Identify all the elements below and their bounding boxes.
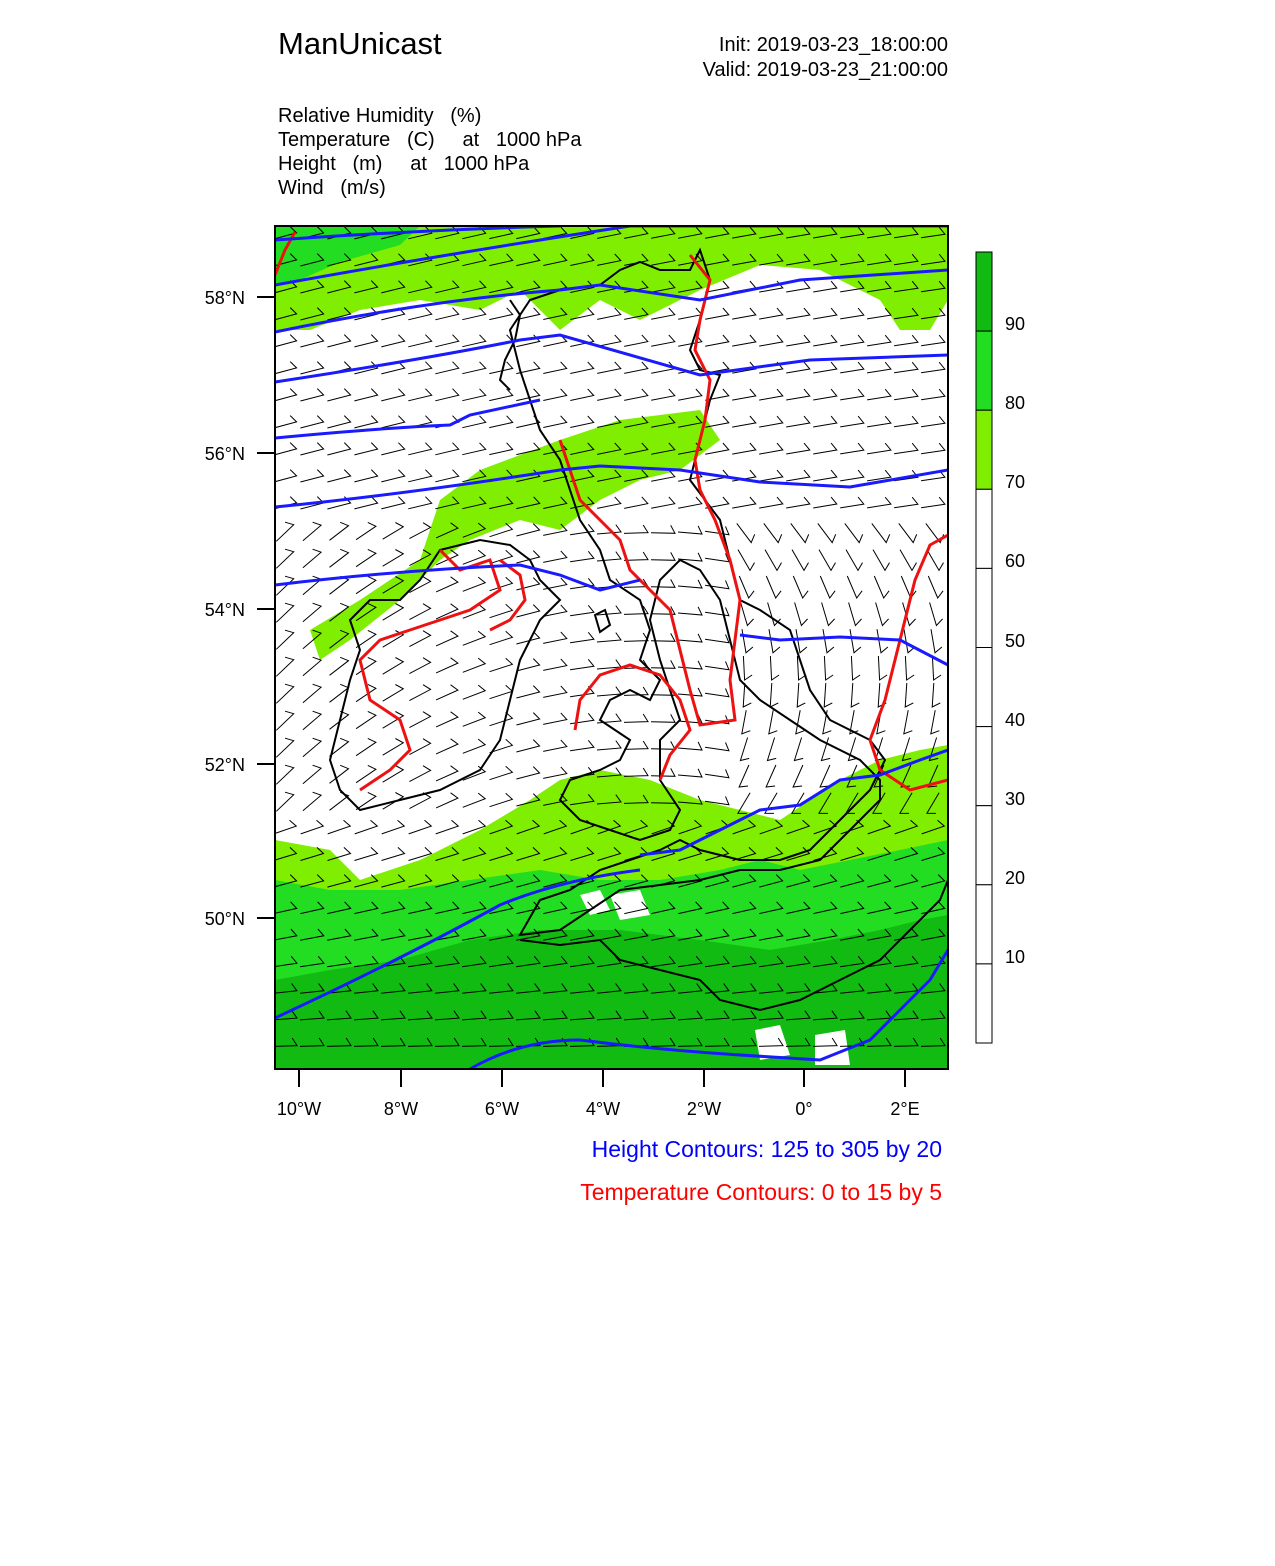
- field-rh-label: Relative Humidity (%): [278, 105, 482, 127]
- lon-label-8w: 8°W: [383, 1099, 419, 1119]
- lon-label-0: 0°: [795, 1099, 813, 1119]
- lat-label-56: 56°N: [204, 444, 245, 464]
- map-body: [273, 226, 948, 1069]
- colorbar-box: [976, 331, 992, 410]
- height-contours-note: Height Contours: 125 to 305 by 20: [591, 1136, 942, 1162]
- temperature-contours-note: Temperature Contours: 0 to 15 by 5: [580, 1179, 942, 1205]
- colorbar-box: [976, 885, 992, 964]
- colorbar-box: [976, 489, 992, 568]
- valid-time: Valid: 2019-03-23_21:00:00: [702, 59, 948, 81]
- lat-label-58: 58°N: [204, 288, 245, 308]
- lon-label-10w: 10°W: [276, 1099, 322, 1119]
- rh-colorbar: [976, 252, 1025, 1043]
- colorbar-label-30: 30: [1005, 789, 1026, 809]
- lon-label-6w: 6°W: [484, 1099, 520, 1119]
- colorbar-label-90: 90: [1005, 314, 1026, 334]
- latitude-axis: [257, 297, 275, 918]
- colorbar-box: [976, 727, 992, 806]
- colorbar-boxes: [976, 252, 992, 1043]
- colorbar-label-40: 40: [1005, 710, 1026, 730]
- field-wind-label: Wind (m/s): [278, 177, 386, 199]
- longitude-labels: [277, 1099, 920, 1119]
- colorbar-box: [976, 568, 992, 647]
- colorbar-label-20: 20: [1005, 868, 1026, 888]
- colorbar-label-10: 10: [1005, 947, 1026, 967]
- colorbar-box: [976, 964, 992, 1043]
- longitude-axis: [299, 1069, 905, 1087]
- field-temperature-label: Temperature (C) at 1000 hPa: [278, 129, 582, 151]
- colorbar-label-80: 80: [1005, 393, 1026, 413]
- colorbar-label-60: 60: [1005, 551, 1026, 571]
- latitude-labels: [205, 288, 245, 929]
- colorbar-label-70: 70: [1005, 472, 1026, 492]
- lat-label-54: 54°N: [204, 600, 245, 620]
- colorbar-box: [976, 252, 992, 331]
- init-time: Init: 2019-03-23_18:00:00: [718, 34, 948, 56]
- colorbar-label-50: 50: [1005, 631, 1026, 651]
- lon-label-2w: 2°W: [686, 1099, 722, 1119]
- lon-label-2e: 2°E: [890, 1099, 920, 1119]
- lon-label-4w: 4°W: [585, 1099, 621, 1119]
- lat-label-50: 50°N: [204, 909, 245, 929]
- colorbar-box: [976, 648, 992, 727]
- lat-label-52: 52°N: [204, 755, 245, 775]
- field-height-label: Height (m) at 1000 hPa: [278, 153, 530, 175]
- colorbar-box: [976, 806, 992, 885]
- colorbar-box: [976, 410, 992, 489]
- chart-title: ManUnicast: [278, 26, 442, 61]
